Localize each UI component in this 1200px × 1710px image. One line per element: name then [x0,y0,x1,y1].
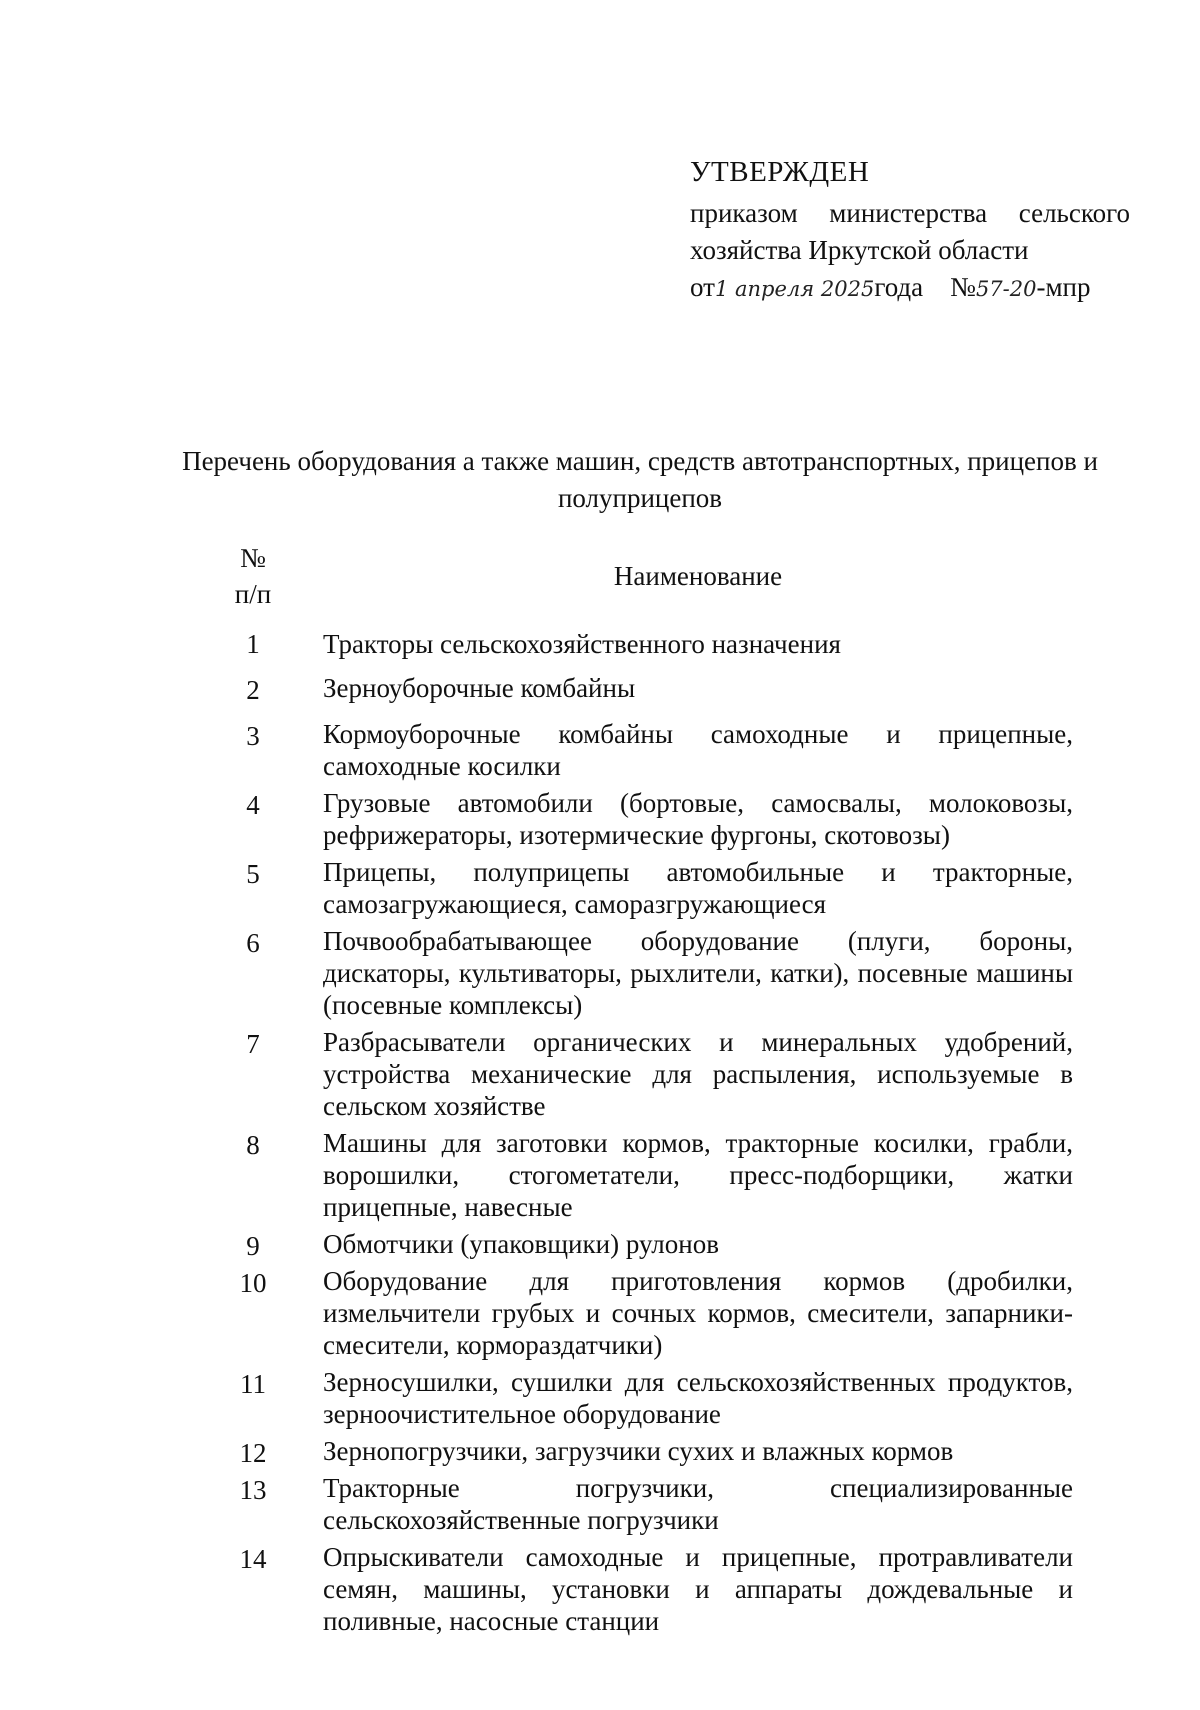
row-number: 5 [246,859,260,889]
row-number: 10 [239,1268,267,1298]
table-row [213,672,1073,718]
row-name: Тракторные погрузчики, специализированные сельскохозяйственные погрузчики [323,1473,1073,1535]
row-number: 1 [246,629,260,659]
document-title: Перечень оборудования а также машин, средств автотранспортных, прицепов и полуприцепов [182,446,1098,513]
row-number: 9 [246,1231,260,1261]
row-name: Опрыскиватели самоходные и прицепные, протравливатели семян, машины, установки и аппараты дождевальные и поливные, насосные станции [323,1542,1073,1636]
row-name: Кормоуборочные комбайны самоходные и прицепные, самоходные косилки [323,719,1073,781]
table-row [213,718,1073,787]
row-name: Машины для заготовки кормов, тракторные косилки, грабли, ворошилки, стогометатели, пресс-подборщики, жатки прицепные, навесные [323,1128,1073,1222]
table-header-row [213,540,1073,612]
table-row [213,787,1073,856]
approval-order-line [690,269,1130,308]
table-row [213,612,1073,672]
header-number [213,540,293,612]
row-name: Оборудование для приготовления кормов (дробилки, измельчители грубых и сочных кормов, смесители, запарники-смесители, кормораздатчики) [323,1266,1073,1360]
row-number: 2 [246,675,260,705]
table-row [213,856,1073,925]
row-number: 3 [246,721,260,751]
row-number: 11 [240,1369,266,1399]
row-name: Зернопогрузчики, загрузчики сухих и влажных кормов [323,1436,954,1466]
table-row [213,1026,1073,1127]
table-row [213,1541,1073,1642]
table-row [213,1472,1073,1541]
approved-stamp-text: УТВЕРЖДЕН [690,156,870,188]
approval-line-2: хозяйства Иркутской области [690,235,1029,265]
table-row [213,1228,1073,1265]
handwritten-date: 1 апреля 2025 [714,277,875,301]
row-number: 14 [239,1544,267,1574]
row-name: Почвообрабатывающее оборудование (плуги, бороны, дискаторы, культиваторы, рыхлители, катки), посевные машины (посевные комплексы) [323,926,1073,1020]
row-name: Обмотчики (упаковщики) рулонов [323,1229,719,1259]
table-row [213,1435,1073,1472]
equipment-table [213,540,1073,1642]
row-name: Грузовые автомобили (бортовые, самосвалы, молоковозы, рефрижераторы, изотермические фургоны, скотовозы) [323,788,1073,850]
row-number: 7 [246,1029,260,1059]
row-number: 6 [246,928,260,958]
table-row [213,925,1073,1026]
row-number: 8 [246,1130,260,1160]
table-row [213,1366,1073,1435]
header-number-abbr: п/п [234,579,272,609]
row-name: Тракторы сельскохозяйственного назначения [323,629,841,659]
from-prefix: от [690,272,715,302]
table-row [213,1127,1073,1228]
row-name: Зерноуборочные комбайны [323,673,636,703]
handwritten-number: 57-20 [975,277,1037,301]
header-number-symbol: № [240,543,266,573]
approval-line-1: приказом министерства сельского [690,198,1130,228]
row-name: Зерносушилки, сушилки для сельскохозяйственных продуктов, зерноочистительное оборудование [323,1367,1073,1429]
row-number: 13 [239,1475,267,1505]
number-prefix: № [950,272,976,302]
header-name: Наименование [613,561,783,591]
table-row [213,1265,1073,1366]
row-name: Разбрасыватели органических и минеральных удобрений, устройства механические для распыления, используемые в сельском хозяйстве [323,1027,1073,1121]
year-word: года [874,272,924,302]
approval-block [690,154,1130,308]
table-body [213,612,1073,1642]
row-number: 12 [239,1438,267,1468]
row-name: Прицепы, полуприцепы автомобильные и тракторные, самозагружающиеся, саморазгружающиеся [323,857,1073,919]
number-suffix: -мпр [1036,272,1091,302]
row-number: 4 [246,790,260,820]
